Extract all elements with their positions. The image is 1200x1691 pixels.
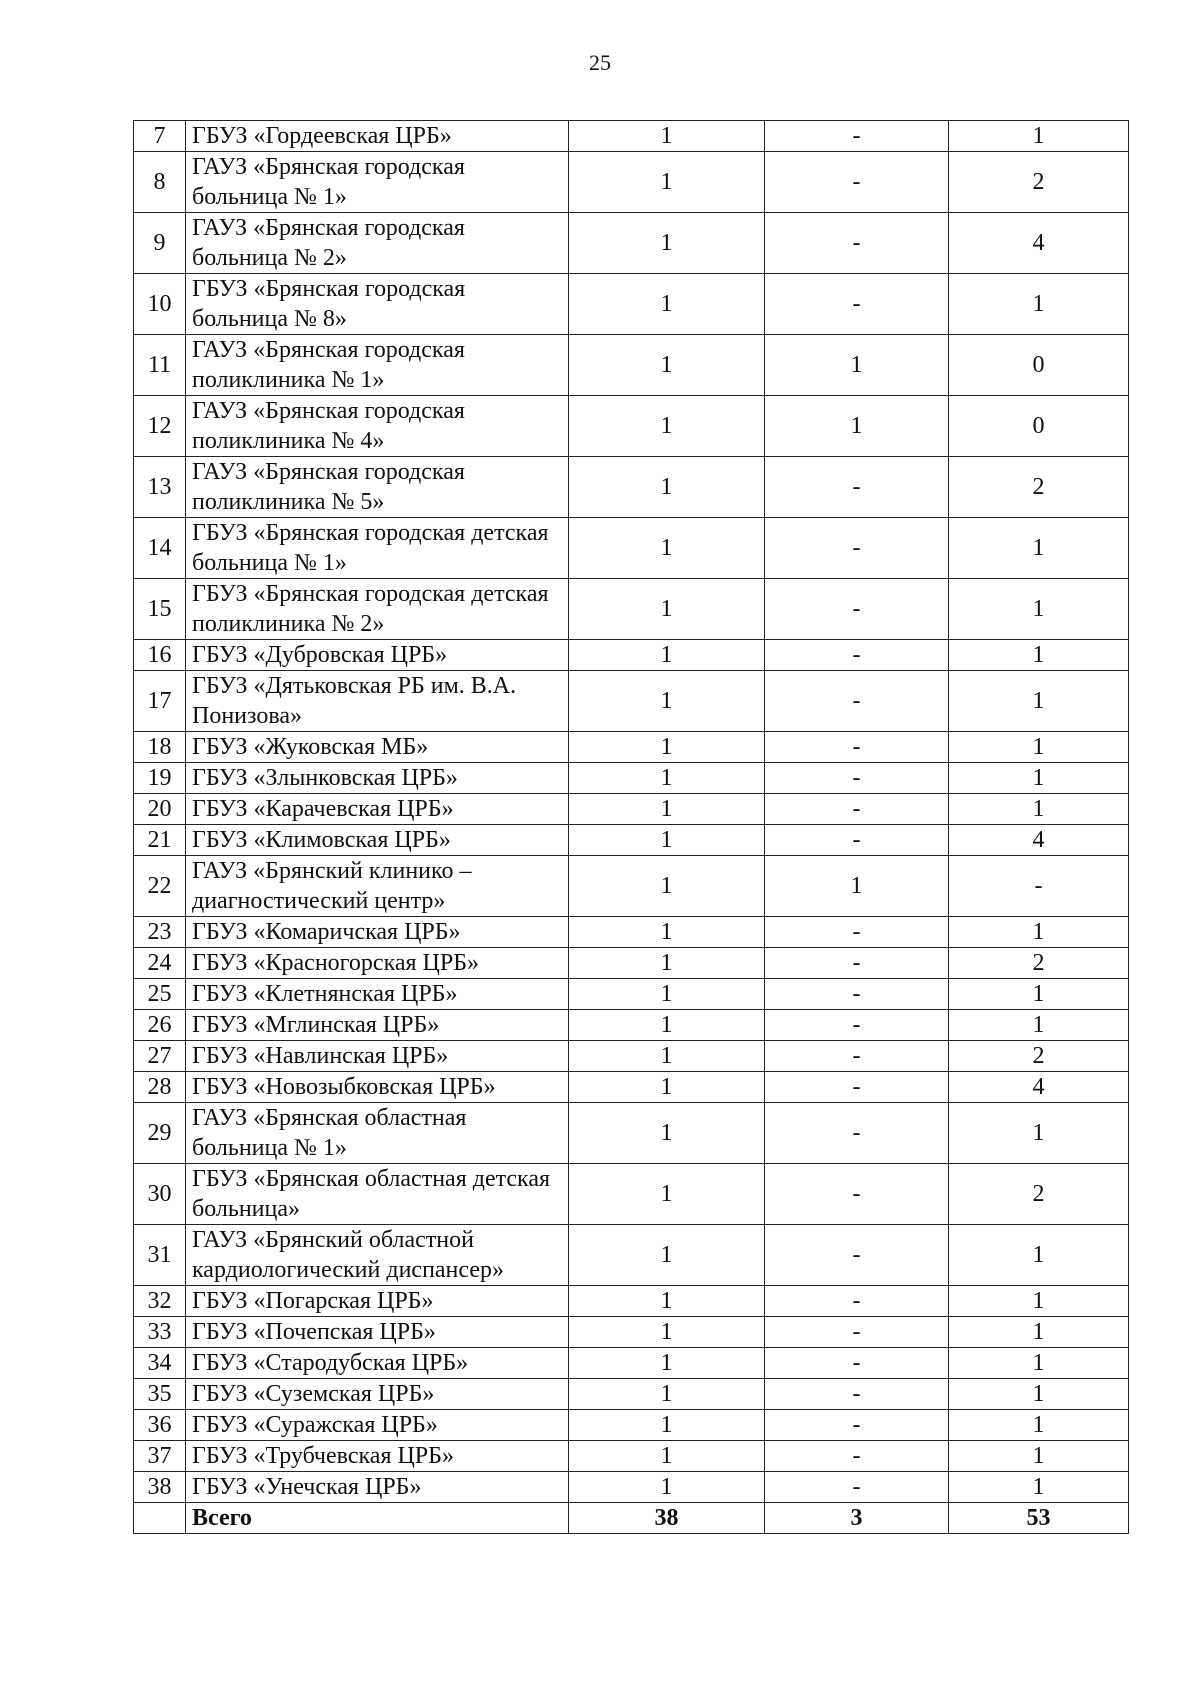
- value-col-3: 1: [949, 979, 1129, 1010]
- table-row: [134, 825, 1129, 856]
- table-row: [134, 457, 1129, 518]
- row-number: 28: [134, 1072, 186, 1103]
- table-row: [134, 917, 1129, 948]
- value-col-1: 1: [569, 1441, 765, 1472]
- value-col-1: 1: [569, 1225, 765, 1286]
- total-col-1: 38: [569, 1503, 765, 1534]
- value-col-2: -: [765, 1286, 949, 1317]
- value-col-1: 1: [569, 948, 765, 979]
- row-number: 13: [134, 457, 186, 518]
- value-col-3: 4: [949, 1072, 1129, 1103]
- facility-name: ГБУЗ «Дубровская ЦРБ»: [186, 640, 569, 671]
- row-number: 38: [134, 1472, 186, 1503]
- facility-name: ГБУЗ «Брянская областная детская больница»: [186, 1164, 569, 1225]
- value-col-1: 1: [569, 1472, 765, 1503]
- row-number: 27: [134, 1041, 186, 1072]
- table-row: [134, 1286, 1129, 1317]
- value-col-1: 1: [569, 274, 765, 335]
- value-col-2: -: [765, 732, 949, 763]
- facility-name: ГБУЗ «Стародубская ЦРБ»: [186, 1348, 569, 1379]
- row-number: 11: [134, 335, 186, 396]
- facility-name: ГБУЗ «Унечская ЦРБ»: [186, 1472, 569, 1503]
- table-row: [134, 1225, 1129, 1286]
- facility-name: ГБУЗ «Суземская ЦРБ»: [186, 1379, 569, 1410]
- value-col-3: 1: [949, 579, 1129, 640]
- value-col-2: -: [765, 794, 949, 825]
- value-col-3: 1: [949, 274, 1129, 335]
- facility-name: ГАУЗ «Брянская областная больница № 1»: [186, 1103, 569, 1164]
- facility-name: ГАУЗ «Брянская городская поликлиника № 4»: [186, 396, 569, 457]
- value-col-3: 2: [949, 948, 1129, 979]
- value-col-2: -: [765, 640, 949, 671]
- table-row: [134, 121, 1129, 152]
- value-col-2: -: [765, 948, 949, 979]
- total-number-cell: [134, 1503, 186, 1534]
- table-row: [134, 1164, 1129, 1225]
- row-number: 10: [134, 274, 186, 335]
- value-col-3: 2: [949, 152, 1129, 213]
- value-col-3: 1: [949, 763, 1129, 794]
- value-col-3: 4: [949, 213, 1129, 274]
- value-col-3: 1: [949, 1010, 1129, 1041]
- facility-name: ГБУЗ «Климовская ЦРБ»: [186, 825, 569, 856]
- table-row: [134, 1010, 1129, 1041]
- table-row: [134, 213, 1129, 274]
- facility-name: ГБУЗ «Гордеевская ЦРБ»: [186, 121, 569, 152]
- value-col-1: 1: [569, 763, 765, 794]
- facility-name: ГБУЗ «Погарская ЦРБ»: [186, 1286, 569, 1317]
- value-col-1: 1: [569, 640, 765, 671]
- value-col-1: 1: [569, 979, 765, 1010]
- value-col-3: 2: [949, 457, 1129, 518]
- facility-name: ГАУЗ «Брянский областной кардиологический диспансер»: [186, 1225, 569, 1286]
- row-number: 34: [134, 1348, 186, 1379]
- value-col-1: 1: [569, 457, 765, 518]
- table-row: [134, 579, 1129, 640]
- facility-name: ГАУЗ «Брянская городская больница № 2»: [186, 213, 569, 274]
- value-col-2: -: [765, 213, 949, 274]
- row-number: 8: [134, 152, 186, 213]
- value-col-3: 1: [949, 518, 1129, 579]
- value-col-1: 1: [569, 1286, 765, 1317]
- row-number: 32: [134, 1286, 186, 1317]
- value-col-3: 2: [949, 1041, 1129, 1072]
- facility-name: ГБУЗ «Брянская городская больница № 8»: [186, 274, 569, 335]
- value-col-3: 1: [949, 1441, 1129, 1472]
- table-row: [134, 763, 1129, 794]
- value-col-2: -: [765, 579, 949, 640]
- value-col-3: 1: [949, 1472, 1129, 1503]
- value-col-1: 1: [569, 121, 765, 152]
- facility-name: ГБУЗ «Карачевская ЦРБ»: [186, 794, 569, 825]
- value-col-1: 1: [569, 335, 765, 396]
- value-col-3: 1: [949, 1317, 1129, 1348]
- row-number: 25: [134, 979, 186, 1010]
- facility-name: ГБУЗ «Красногорская ЦРБ»: [186, 948, 569, 979]
- value-col-2: -: [765, 1103, 949, 1164]
- total-row: [134, 1503, 1129, 1534]
- value-col-2: -: [765, 1317, 949, 1348]
- row-number: 36: [134, 1410, 186, 1441]
- value-col-3: 1: [949, 1103, 1129, 1164]
- table-row: [134, 671, 1129, 732]
- value-col-2: 1: [765, 335, 949, 396]
- table-row: [134, 1317, 1129, 1348]
- value-col-3: 4: [949, 825, 1129, 856]
- value-col-3: -: [949, 856, 1129, 917]
- table-row: [134, 640, 1129, 671]
- table-row: [134, 948, 1129, 979]
- table-row: [134, 856, 1129, 917]
- total-label: Всего: [186, 1503, 569, 1534]
- table-row: [134, 1410, 1129, 1441]
- page-number: 25: [589, 50, 611, 75]
- total-col-3: 53: [949, 1503, 1129, 1534]
- value-col-1: 1: [569, 825, 765, 856]
- facility-name: ГБУЗ «Дятьковская РБ им. В.А. Понизова»: [186, 671, 569, 732]
- value-col-2: -: [765, 152, 949, 213]
- value-col-1: 1: [569, 1164, 765, 1225]
- facility-name: ГБУЗ «Брянская городская детская больница № 1»: [186, 518, 569, 579]
- value-col-2: -: [765, 1348, 949, 1379]
- value-col-2: -: [765, 274, 949, 335]
- value-col-3: 2: [949, 1164, 1129, 1225]
- value-col-2: -: [765, 1072, 949, 1103]
- table-body: [134, 121, 1129, 1534]
- value-col-1: 1: [569, 152, 765, 213]
- value-col-3: 1: [949, 732, 1129, 763]
- value-col-2: -: [765, 1041, 949, 1072]
- value-col-1: 1: [569, 1010, 765, 1041]
- facility-name: ГБУЗ «Жуковская МБ»: [186, 732, 569, 763]
- value-col-1: 1: [569, 732, 765, 763]
- row-number: 22: [134, 856, 186, 917]
- facility-name: ГБУЗ «Клетнянская ЦРБ»: [186, 979, 569, 1010]
- row-number: 15: [134, 579, 186, 640]
- table-row: [134, 1072, 1129, 1103]
- row-number: 31: [134, 1225, 186, 1286]
- value-col-1: 1: [569, 794, 765, 825]
- table-row: [134, 979, 1129, 1010]
- value-col-3: 1: [949, 1348, 1129, 1379]
- value-col-2: -: [765, 1410, 949, 1441]
- row-number: 29: [134, 1103, 186, 1164]
- value-col-1: 1: [569, 917, 765, 948]
- value-col-2: -: [765, 1472, 949, 1503]
- facility-name: ГАУЗ «Брянская городская поликлиника № 5»: [186, 457, 569, 518]
- table-row: [134, 1041, 1129, 1072]
- row-number: 23: [134, 917, 186, 948]
- facility-name: ГАУЗ «Брянская городская больница № 1»: [186, 152, 569, 213]
- table-row: [134, 1348, 1129, 1379]
- value-col-2: -: [765, 1164, 949, 1225]
- value-col-1: 1: [569, 1379, 765, 1410]
- value-col-3: 1: [949, 1410, 1129, 1441]
- table-row: [134, 274, 1129, 335]
- value-col-3: 1: [949, 794, 1129, 825]
- facility-name: ГБУЗ «Злынковская ЦРБ»: [186, 763, 569, 794]
- value-col-1: 1: [569, 396, 765, 457]
- table-row: [134, 1103, 1129, 1164]
- total-col-2: 3: [765, 1503, 949, 1534]
- value-col-3: 1: [949, 1379, 1129, 1410]
- facility-name: ГБУЗ «Трубчевская ЦРБ»: [186, 1441, 569, 1472]
- table-row: [134, 1441, 1129, 1472]
- row-number: 16: [134, 640, 186, 671]
- row-number: 37: [134, 1441, 186, 1472]
- row-number: 17: [134, 671, 186, 732]
- row-number: 35: [134, 1379, 186, 1410]
- value-col-1: 1: [569, 579, 765, 640]
- row-number: 9: [134, 213, 186, 274]
- value-col-1: 1: [569, 213, 765, 274]
- value-col-1: 1: [569, 671, 765, 732]
- value-col-2: -: [765, 1379, 949, 1410]
- table-row: [134, 732, 1129, 763]
- facility-name: ГБУЗ «Комаричская ЦРБ»: [186, 917, 569, 948]
- value-col-3: 1: [949, 640, 1129, 671]
- value-col-2: 1: [765, 396, 949, 457]
- table-row: [134, 518, 1129, 579]
- value-col-2: -: [765, 1441, 949, 1472]
- row-number: 19: [134, 763, 186, 794]
- value-col-2: -: [765, 1010, 949, 1041]
- value-col-3: 1: [949, 1286, 1129, 1317]
- facility-name: ГБУЗ «Новозыбковская ЦРБ»: [186, 1072, 569, 1103]
- value-col-2: -: [765, 763, 949, 794]
- value-col-1: 1: [569, 1410, 765, 1441]
- value-col-3: 1: [949, 917, 1129, 948]
- row-number: 18: [134, 732, 186, 763]
- table-row: [134, 152, 1129, 213]
- value-col-1: 1: [569, 518, 765, 579]
- value-col-3: 0: [949, 396, 1129, 457]
- value-col-1: 1: [569, 1103, 765, 1164]
- table-row: [134, 794, 1129, 825]
- value-col-2: -: [765, 1225, 949, 1286]
- value-col-2: -: [765, 518, 949, 579]
- value-col-2: -: [765, 917, 949, 948]
- row-number: 30: [134, 1164, 186, 1225]
- row-number: 33: [134, 1317, 186, 1348]
- value-col-3: 1: [949, 671, 1129, 732]
- facility-name: ГБУЗ «Мглинская ЦРБ»: [186, 1010, 569, 1041]
- row-number: 14: [134, 518, 186, 579]
- table-row: [134, 335, 1129, 396]
- value-col-1: 1: [569, 856, 765, 917]
- row-number: 24: [134, 948, 186, 979]
- value-col-3: 1: [949, 1225, 1129, 1286]
- value-col-2: -: [765, 457, 949, 518]
- facility-name: ГБУЗ «Навлинская ЦРБ»: [186, 1041, 569, 1072]
- value-col-2: -: [765, 671, 949, 732]
- row-number: 21: [134, 825, 186, 856]
- value-col-2: -: [765, 121, 949, 152]
- value-col-1: 1: [569, 1317, 765, 1348]
- facilities-table: [133, 120, 1129, 1534]
- value-col-3: 0: [949, 335, 1129, 396]
- facility-name: ГБУЗ «Почепская ЦРБ»: [186, 1317, 569, 1348]
- row-number: 20: [134, 794, 186, 825]
- table-row: [134, 1379, 1129, 1410]
- table-row: [134, 396, 1129, 457]
- facility-name: ГБУЗ «Брянская городская детская поликлиника № 2»: [186, 579, 569, 640]
- value-col-1: 1: [569, 1072, 765, 1103]
- facility-name: ГАУЗ «Брянский клинико – диагностический центр»: [186, 856, 569, 917]
- table-row: [134, 1472, 1129, 1503]
- value-col-3: 1: [949, 121, 1129, 152]
- facility-name: ГБУЗ «Суражская ЦРБ»: [186, 1410, 569, 1441]
- value-col-2: 1: [765, 856, 949, 917]
- value-col-1: 1: [569, 1348, 765, 1379]
- value-col-1: 1: [569, 1041, 765, 1072]
- row-number: 7: [134, 121, 186, 152]
- value-col-2: -: [765, 825, 949, 856]
- facility-name: ГАУЗ «Брянская городская поликлиника № 1»: [186, 335, 569, 396]
- value-col-2: -: [765, 979, 949, 1010]
- row-number: 26: [134, 1010, 186, 1041]
- row-number: 12: [134, 396, 186, 457]
